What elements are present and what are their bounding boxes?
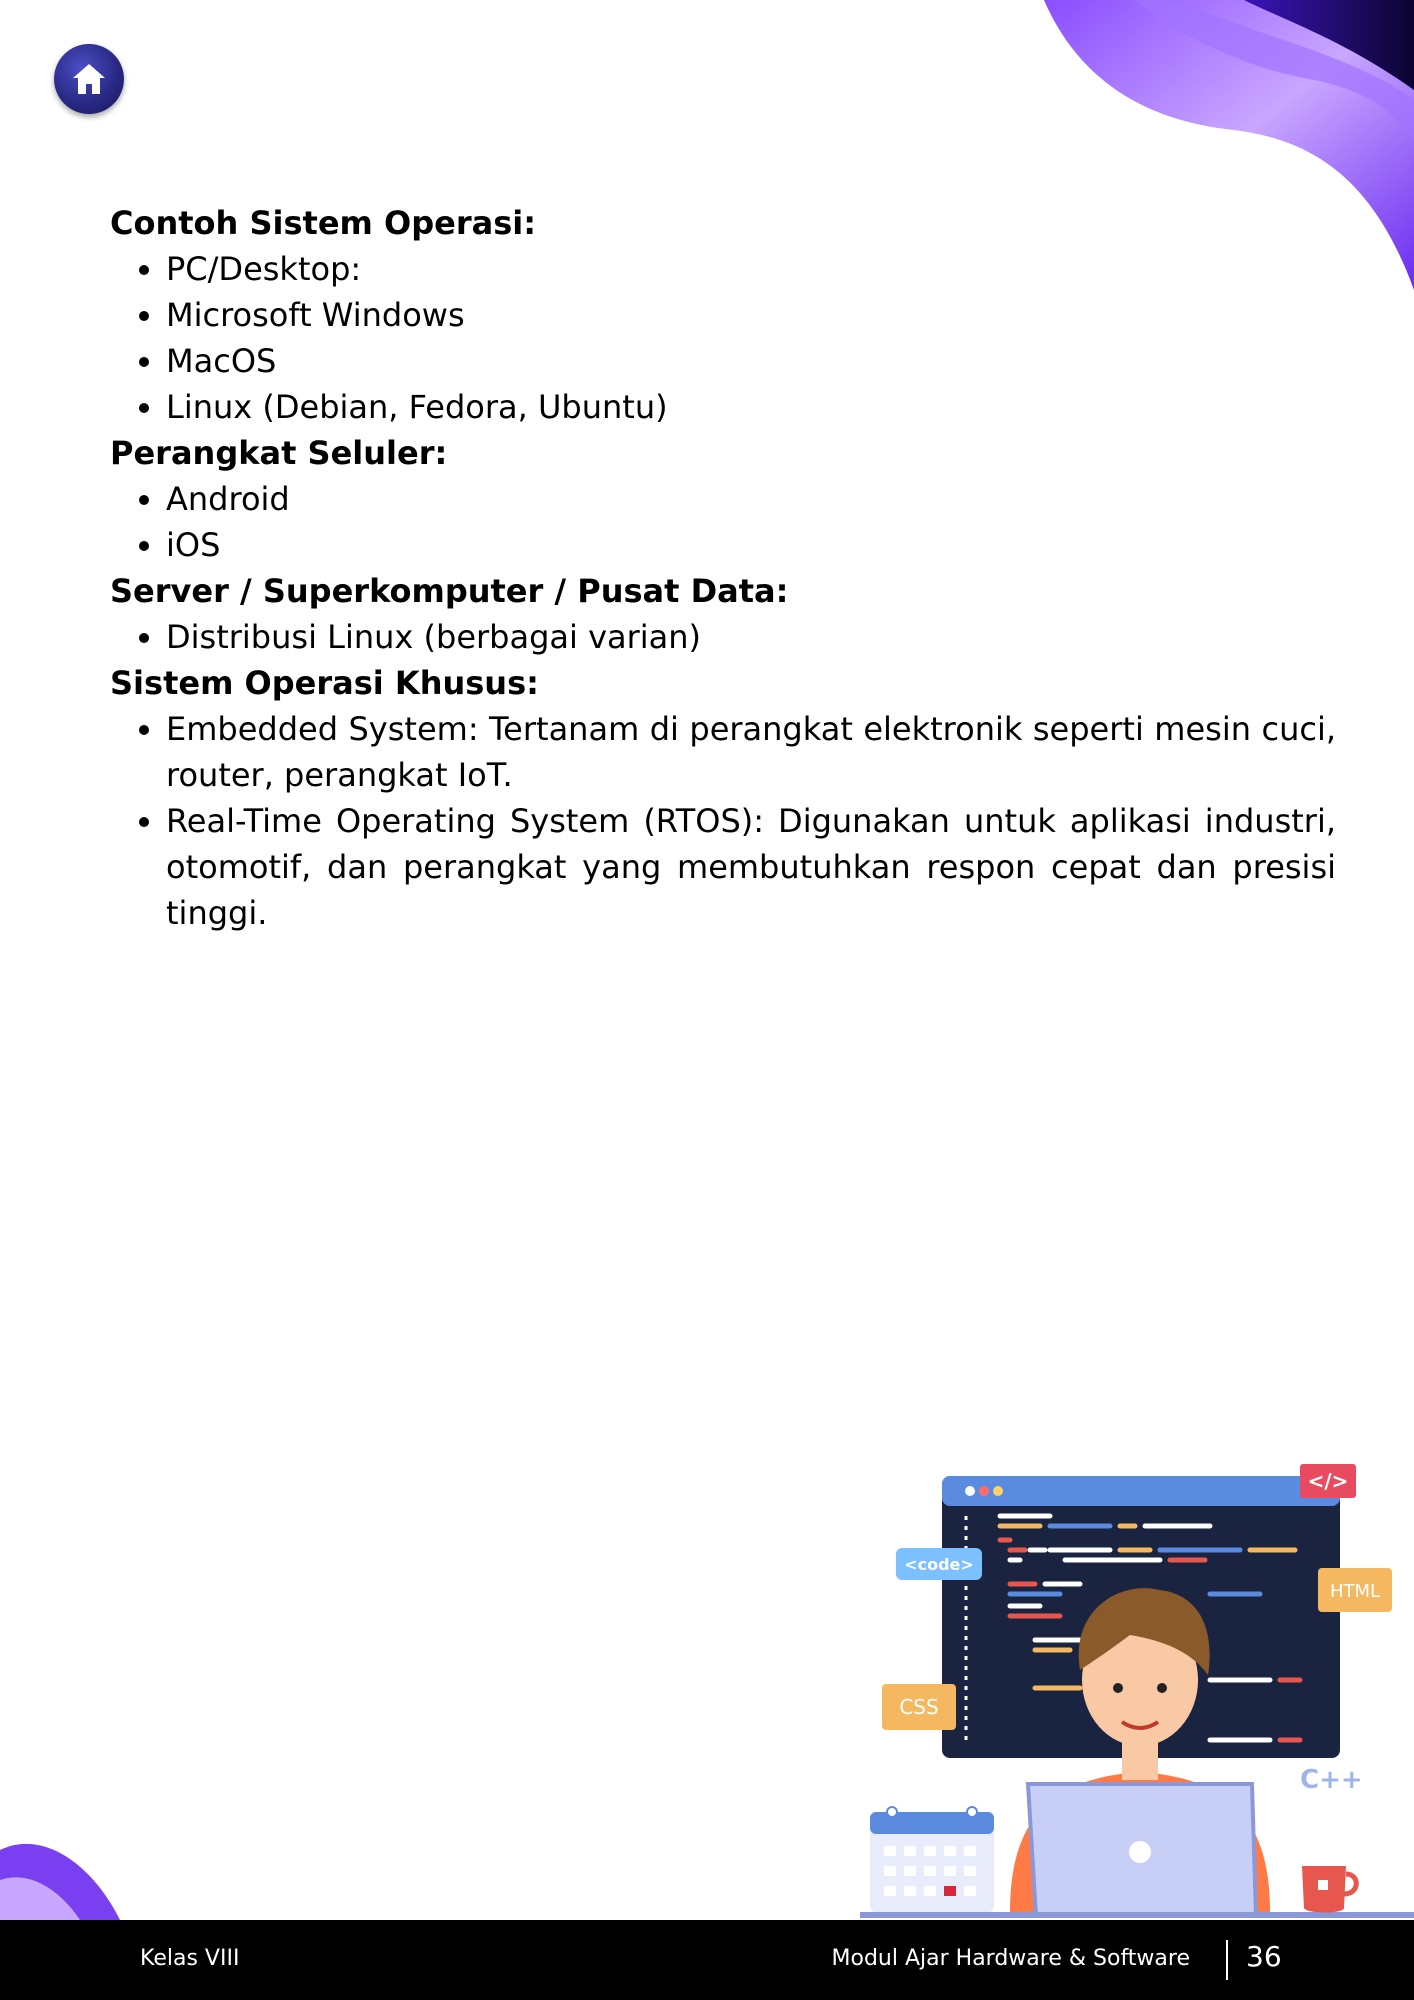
list-item: • Real-Time Operating System (RTOS): Digunakan untuk aplikasi industri, otomotif, dan perangkat yang membutuhkan respon cepat dan presisi tinggi. xyxy=(166,798,1336,936)
code-tag-label: <code> xyxy=(904,1555,974,1574)
list-item: • Distribusi Linux (berbagai varian) xyxy=(166,614,1336,660)
bullet-list xyxy=(110,706,1336,936)
footer-divider xyxy=(1226,1940,1228,1980)
decorative-wave-bottom xyxy=(0,1830,140,1920)
footer xyxy=(0,1920,1414,2000)
footer-module-title: Modul Ajar Hardware & Software xyxy=(831,1946,1190,1971)
list-item: • Embedded System: Tertanam di perangkat elektronik seperti mesin cuci, router, perangkat IoT. xyxy=(166,706,1336,798)
section-heading: Perangkat Seluler: xyxy=(110,434,448,472)
bullet-list xyxy=(110,246,1336,430)
html-tag-label: HTML xyxy=(1329,1581,1381,1602)
bullet-list xyxy=(110,614,1336,660)
close-tag-label: </> xyxy=(1307,1469,1349,1493)
list-item: • PC/Desktop: xyxy=(166,246,1336,292)
list-item: • Microsoft Windows xyxy=(166,292,1336,338)
main-content xyxy=(110,200,1336,936)
list-item: • Android xyxy=(166,476,1336,522)
list-item: • Linux (Debian, Fedora, Ubuntu) xyxy=(166,384,1336,430)
bullet-list xyxy=(110,476,1336,568)
programmer-illustration xyxy=(860,1460,1414,1920)
home-button[interactable] xyxy=(54,44,124,114)
page-number: 36 xyxy=(1246,1940,1282,1973)
footer-class-label: Kelas VIII xyxy=(140,1946,240,1971)
section-heading: Sistem Operasi Khusus: xyxy=(110,664,539,702)
section-heading: Contoh Sistem Operasi: xyxy=(110,204,536,242)
cpp-label: C++ xyxy=(1300,1765,1363,1795)
list-item: • MacOS xyxy=(166,338,1336,384)
home-icon xyxy=(71,62,107,96)
list-item: • iOS xyxy=(166,522,1336,568)
css-tag-label: CSS xyxy=(899,1695,939,1719)
section-heading: Server / Superkomputer / Pusat Data: xyxy=(110,572,789,610)
